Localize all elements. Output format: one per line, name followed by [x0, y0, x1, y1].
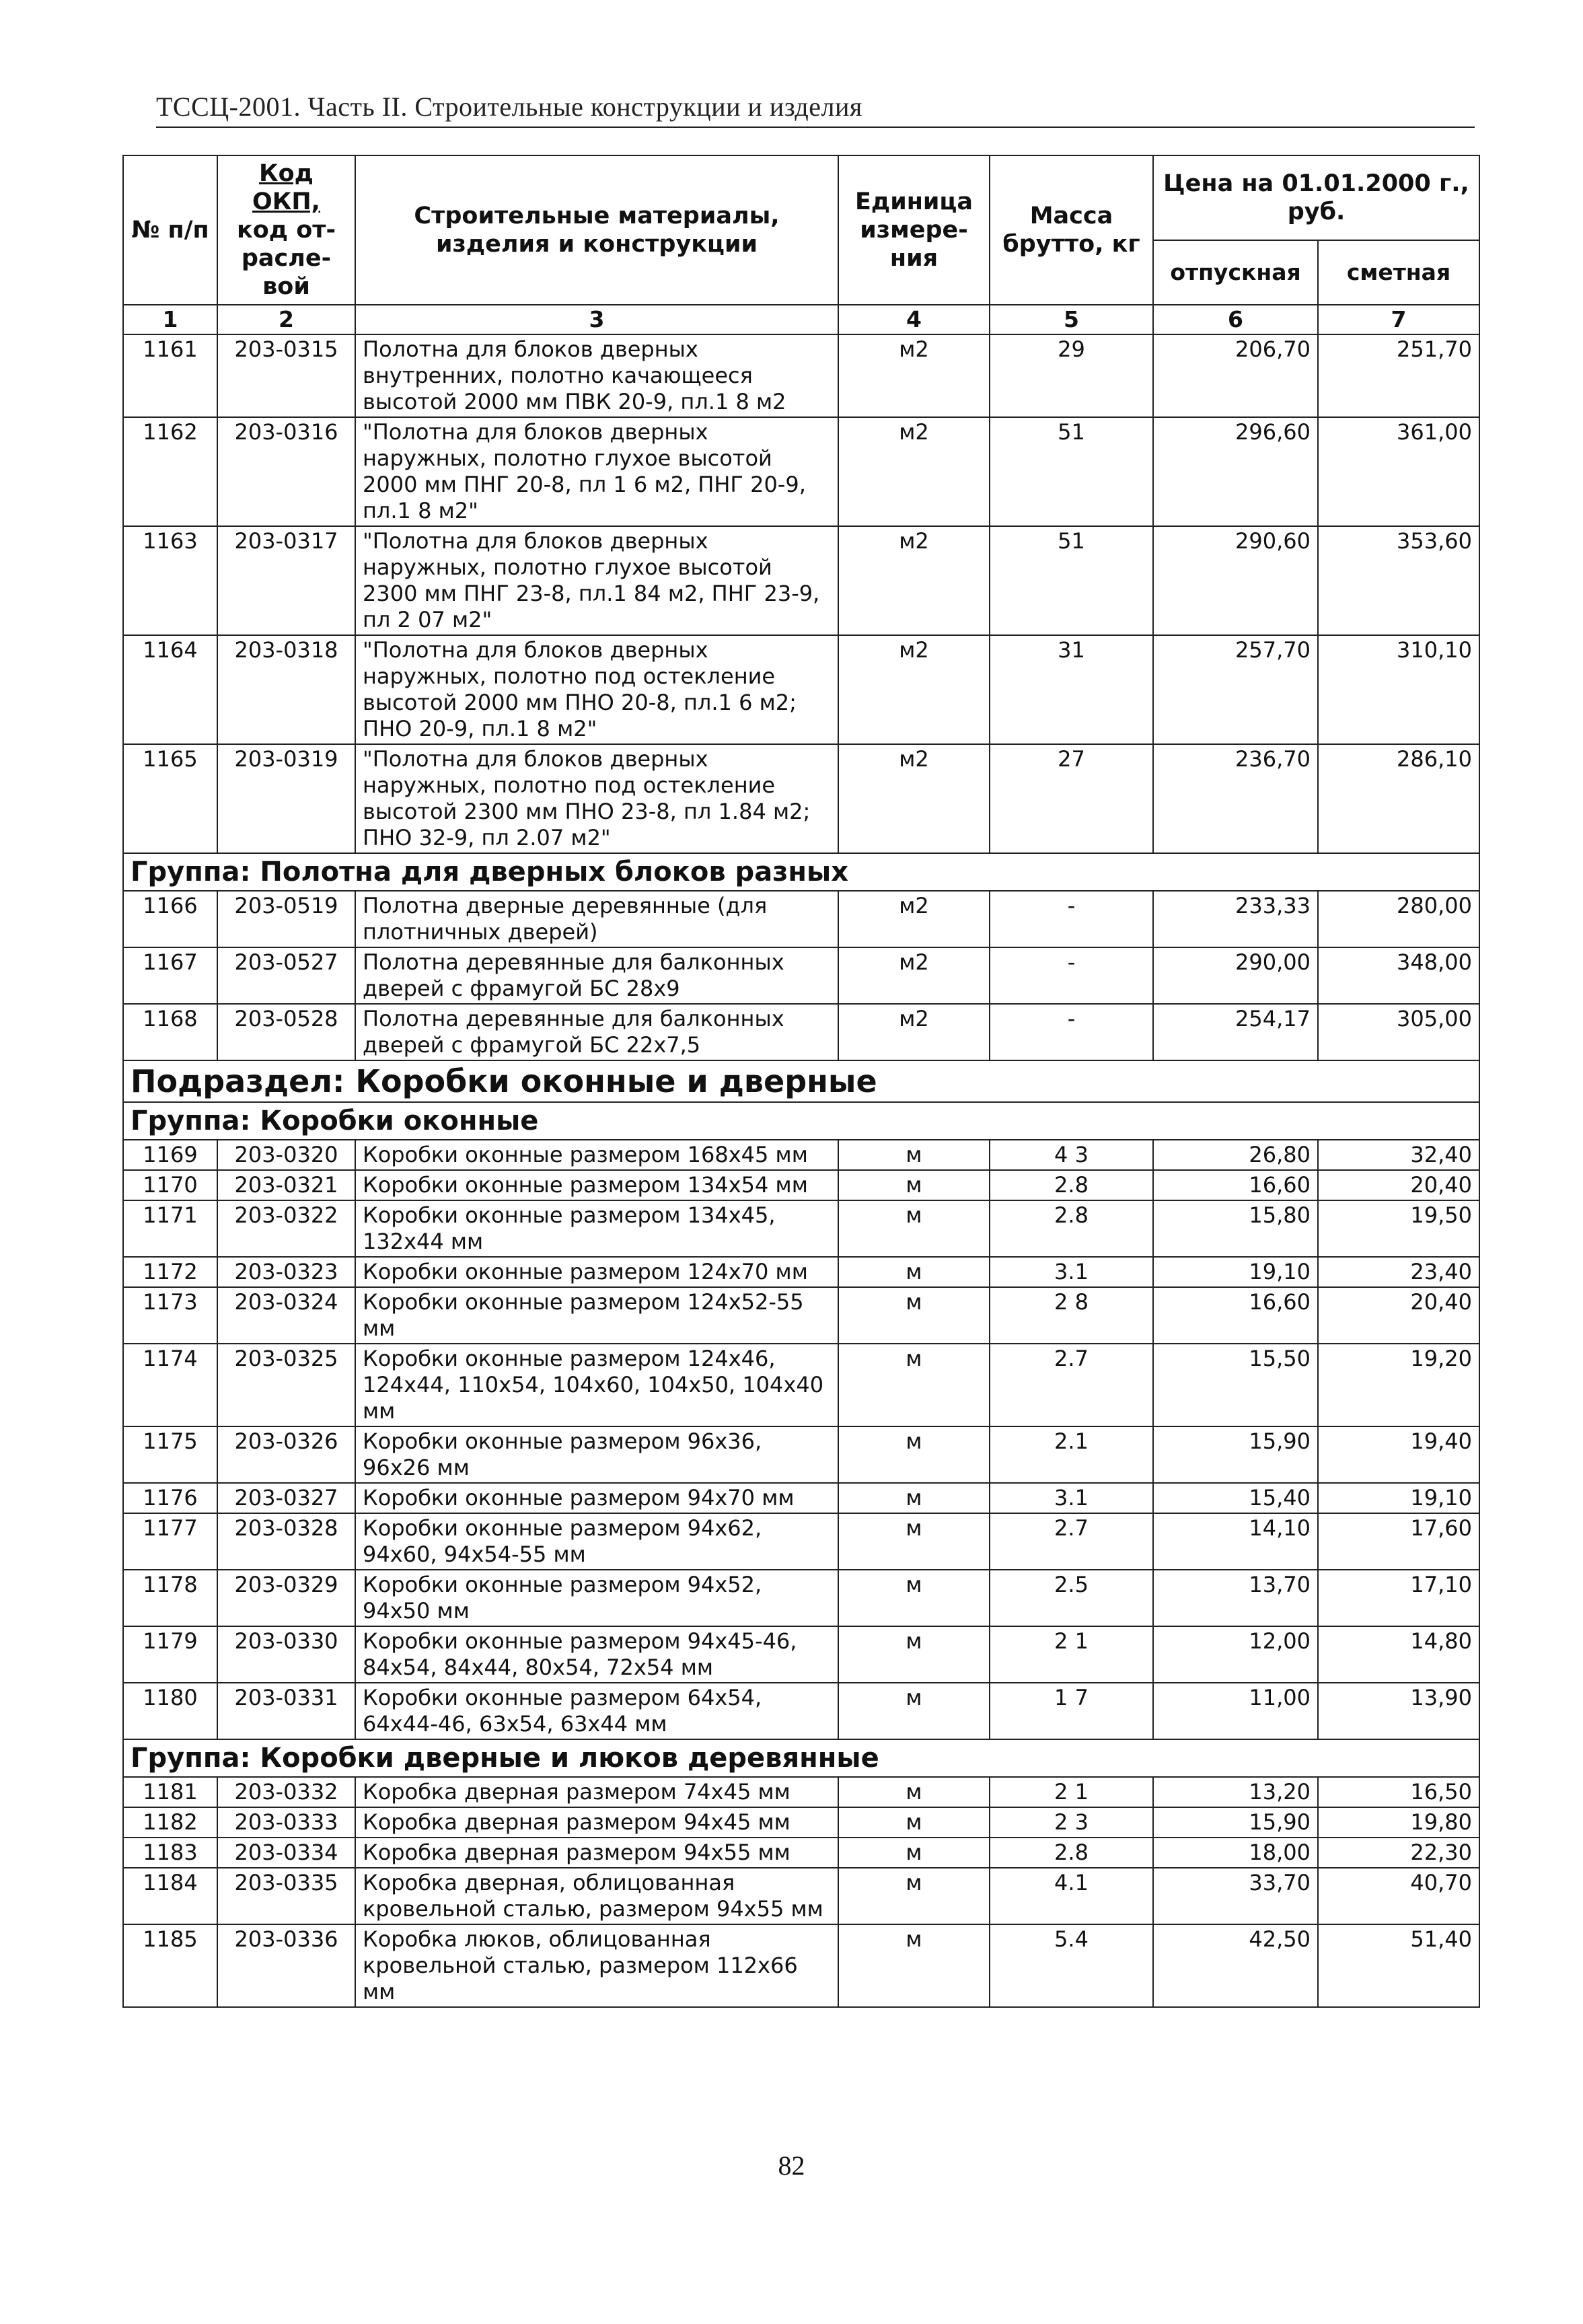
release-price-cell: 15,50 [1153, 1344, 1318, 1426]
estimate-price-cell: 22,30 [1318, 1838, 1479, 1868]
release-price-cell: 16,60 [1153, 1170, 1318, 1200]
estimate-price-cell: 19,20 [1318, 1344, 1479, 1426]
group-row [123, 1739, 1479, 1777]
item-name-cell: Полотна деревянные для балконных дверей с фрамугой БС 22х7,5 [355, 1004, 838, 1060]
index-cell: 3 [355, 305, 838, 334]
okp-code-cell: 203-0331 [217, 1683, 355, 1739]
release-price-cell: 16,60 [1153, 1287, 1318, 1344]
unit-cell: м2 [838, 1004, 990, 1060]
gross-mass-cell: 51 [990, 417, 1153, 526]
running-title: ТССЦ-2001. Часть II. Строительные конструкции и изделия [156, 92, 862, 122]
gross-mass-cell: 5.4 [990, 1924, 1153, 2007]
release-price-cell: 290,00 [1153, 947, 1318, 1004]
item-name-cell: Коробки оконные размером 134х45, 132х44 мм [355, 1200, 838, 1257]
table-row [123, 1483, 1479, 1513]
item-name-cell: Коробки оконные размером 124х46, 124х44, 110х54, 104х60, 104х50, 104х40 мм [355, 1344, 838, 1426]
row-number-cell: 1179 [123, 1626, 217, 1683]
table-row [123, 947, 1479, 1004]
item-name-cell: Коробка дверная размером 74х45 мм [355, 1777, 838, 1807]
table-row [123, 417, 1479, 526]
unit-cell: м [838, 1140, 990, 1170]
item-name-cell: Коробки оконные размером 134х54 мм [355, 1170, 838, 1200]
estimate-price-cell: 23,40 [1318, 1257, 1479, 1287]
row-number-cell: 1161 [123, 334, 217, 417]
row-number-cell: 1175 [123, 1426, 217, 1483]
group-block-1 [123, 853, 1479, 891]
estimate-price-cell: 19,40 [1318, 1426, 1479, 1483]
table-row [123, 1683, 1479, 1739]
table-row [123, 1287, 1479, 1344]
table-row [123, 1344, 1479, 1426]
col-header-code-okp: Код ОКП, [252, 160, 320, 215]
release-price-cell: 13,70 [1153, 1570, 1318, 1626]
item-name-cell: "Полотна для блоков дверных наружных, полотно под остекление высотой 2000 мм ПНО 20-8, пл.1 6 м2; ПНО 20-9, пл.1 8 м2" [355, 635, 838, 744]
item-name-cell: Коробки оконные размером 64х54, 64х44-46, 63х54, 63х44 мм [355, 1683, 838, 1739]
unit-cell: м [838, 1513, 990, 1570]
table-row [123, 1777, 1479, 1807]
row-number-cell: 1180 [123, 1683, 217, 1739]
estimate-price-cell: 361,00 [1318, 417, 1479, 526]
gross-mass-cell: 2.7 [990, 1344, 1153, 1426]
estimate-price-cell: 310,10 [1318, 635, 1479, 744]
unit-cell: м [838, 1170, 990, 1200]
estimate-price-cell: 16,50 [1318, 1777, 1479, 1807]
col-header-price-release: отпускная [1153, 240, 1318, 305]
okp-code-cell: 203-0319 [217, 744, 355, 853]
col-header-no: № п/п [123, 155, 217, 305]
estimate-price-cell: 20,40 [1318, 1170, 1479, 1200]
estimate-price-cell: 19,50 [1318, 1200, 1479, 1257]
row-number-cell: 1169 [123, 1140, 217, 1170]
unit-cell: м2 [838, 744, 990, 853]
row-number-cell: 1163 [123, 526, 217, 635]
unit-cell: м [838, 1924, 990, 2007]
estimate-price-cell: 305,00 [1318, 1004, 1479, 1060]
item-name-cell: Полотна для блоков дверных внутренних, полотно качающееся высотой 2000 мм ПВК 20-9, пл.1 8 м2 [355, 334, 838, 417]
gross-mass-cell: 2.5 [990, 1570, 1153, 1626]
unit-cell: м2 [838, 891, 990, 947]
index-cell: 2 [217, 305, 355, 334]
item-name-cell: Коробка дверная размером 94х55 мм [355, 1838, 838, 1868]
table-row [123, 1170, 1479, 1200]
item-name-cell: "Полотна для блоков дверных наружных, полотно глухое высотой 2000 мм ПНГ 20-8, пл 1 6 м2, ПНГ 20-9, пл.1 8 м2" [355, 417, 838, 526]
rows-block-c [123, 1140, 1479, 1739]
release-price-cell: 18,00 [1153, 1838, 1318, 1868]
release-price-cell: 12,00 [1153, 1626, 1318, 1683]
row-number-cell: 1185 [123, 1924, 217, 2007]
estimate-price-cell: 353,60 [1318, 526, 1479, 635]
col-header-mass: Масса брутто, кг [990, 155, 1153, 305]
okp-code-cell: 203-0336 [217, 1924, 355, 2007]
release-price-cell: 15,90 [1153, 1807, 1318, 1838]
item-name-cell: "Полотна для блоков дверных наружных, полотно глухое высотой 2300 мм ПНГ 23-8, пл.1 84 м2, ПНГ 23-9, пл 2 07 м2" [355, 526, 838, 635]
col-header-code [217, 155, 355, 305]
okp-code-cell: 203-0333 [217, 1807, 355, 1838]
unit-cell: м [838, 1344, 990, 1426]
row-number-cell: 1165 [123, 744, 217, 853]
unit-cell: м2 [838, 947, 990, 1004]
unit-cell: м [838, 1483, 990, 1513]
group-block-3 [123, 1739, 1479, 1777]
table-row [123, 1868, 1479, 1924]
unit-cell: м2 [838, 526, 990, 635]
item-name-cell: Коробки оконные размером 168х45 мм [355, 1140, 838, 1170]
row-number-cell: 1181 [123, 1777, 217, 1807]
row-number-cell: 1176 [123, 1483, 217, 1513]
rows-block-d [123, 1777, 1479, 2007]
item-name-cell: Коробки оконные размером 94х62, 94х60, 94х54-55 мм [355, 1513, 838, 1570]
row-number-cell: 1174 [123, 1344, 217, 1426]
item-name-cell: Коробки оконные размером 124х70 мм [355, 1257, 838, 1287]
table-row [123, 1426, 1479, 1483]
gross-mass-cell: 4 3 [990, 1140, 1153, 1170]
index-cell: 1 [123, 305, 217, 334]
row-number-cell: 1172 [123, 1257, 217, 1287]
release-price-cell: 19,10 [1153, 1257, 1318, 1287]
table-row [123, 1513, 1479, 1570]
unit-cell: м [838, 1570, 990, 1626]
table-row [123, 334, 1479, 417]
estimate-price-cell: 251,70 [1318, 334, 1479, 417]
section-title: Подраздел: Коробки оконные и дверные [123, 1060, 1479, 1102]
release-price-cell: 254,17 [1153, 1004, 1318, 1060]
release-price-cell: 14,10 [1153, 1513, 1318, 1570]
estimate-price-cell: 286,10 [1318, 744, 1479, 853]
okp-code-cell: 203-0322 [217, 1200, 355, 1257]
table-row [123, 1838, 1479, 1868]
gross-mass-cell: 27 [990, 744, 1153, 853]
gross-mass-cell: 2.8 [990, 1200, 1153, 1257]
okp-code-cell: 203-0321 [217, 1170, 355, 1200]
row-number-cell: 1184 [123, 1868, 217, 1924]
index-cell: 6 [1153, 305, 1318, 334]
gross-mass-cell: 2 3 [990, 1807, 1153, 1838]
group-title: Группа: Полотна для дверных блоков разных [123, 853, 1479, 891]
table-row [123, 1570, 1479, 1626]
release-price-cell: 206,70 [1153, 334, 1318, 417]
index-cell: 7 [1318, 305, 1479, 334]
unit-cell: м [838, 1807, 990, 1838]
unit-cell: м [838, 1777, 990, 1807]
row-number-cell: 1178 [123, 1570, 217, 1626]
item-name-cell: Полотна деревянные для балконных дверей с фрамугой БС 28х9 [355, 947, 838, 1004]
unit-cell: м [838, 1868, 990, 1924]
item-name-cell: Коробка дверная, облицованная кровельной сталью, размером 94х55 мм [355, 1868, 838, 1924]
gross-mass-cell: 2.8 [990, 1838, 1153, 1868]
row-number-cell: 1164 [123, 635, 217, 744]
gross-mass-cell: 1 7 [990, 1683, 1153, 1739]
table-row [123, 744, 1479, 853]
okp-code-cell: 203-0332 [217, 1777, 355, 1807]
estimate-price-cell: 17,60 [1318, 1513, 1479, 1570]
estimate-price-cell: 14,80 [1318, 1626, 1479, 1683]
group-row [123, 853, 1479, 891]
table-row [123, 526, 1479, 635]
table-row [123, 1257, 1479, 1287]
rows-block-b [123, 891, 1479, 1060]
okp-code-cell: 203-0324 [217, 1287, 355, 1344]
index-cell: 4 [838, 305, 990, 334]
row-number-cell: 1166 [123, 891, 217, 947]
estimate-price-cell: 13,90 [1318, 1683, 1479, 1739]
estimate-price-cell: 17,10 [1318, 1570, 1479, 1626]
okp-code-cell: 203-0320 [217, 1140, 355, 1170]
table-row [123, 1924, 1479, 2007]
okp-code-cell: 203-0528 [217, 1004, 355, 1060]
okp-code-cell: 203-0326 [217, 1426, 355, 1483]
estimate-price-cell: 280,00 [1318, 891, 1479, 947]
col-header-name: Строительные материалы, изделия и конструкции [355, 155, 838, 305]
item-name-cell: Коробки оконные размером 94х70 мм [355, 1483, 838, 1513]
table-row [123, 1200, 1479, 1257]
row-number-cell: 1168 [123, 1004, 217, 1060]
release-price-cell: 15,80 [1153, 1200, 1318, 1257]
item-name-cell: Коробки оконные размером 94х45-46, 84х54, 84х44, 80х54, 72х54 мм [355, 1626, 838, 1683]
gross-mass-cell: 2.7 [990, 1513, 1153, 1570]
estimate-price-cell: 19,80 [1318, 1807, 1479, 1838]
price-table [122, 155, 1480, 2008]
release-price-cell: 15,40 [1153, 1483, 1318, 1513]
col-header-price: Цена на 01.01.2000 г., руб. [1153, 155, 1479, 240]
release-price-cell: 13,20 [1153, 1777, 1318, 1807]
rows-block-a [123, 334, 1479, 853]
row-number-cell: 1167 [123, 947, 217, 1004]
okp-code-cell: 203-0318 [217, 635, 355, 744]
estimate-price-cell: 348,00 [1318, 947, 1479, 1004]
group-title: Группа: Коробки оконные [123, 1102, 1479, 1140]
estimate-price-cell: 20,40 [1318, 1287, 1479, 1344]
unit-cell: м2 [838, 635, 990, 744]
item-name-cell: Коробки оконные размером 96х36, 96х26 мм [355, 1426, 838, 1483]
okp-code-cell: 203-0323 [217, 1257, 355, 1287]
gross-mass-cell: 4.1 [990, 1868, 1153, 1924]
gross-mass-cell: 3.1 [990, 1483, 1153, 1513]
gross-mass-cell: - [990, 891, 1153, 947]
release-price-cell: 296,60 [1153, 417, 1318, 526]
row-number-cell: 1170 [123, 1170, 217, 1200]
gross-mass-cell: - [990, 1004, 1153, 1060]
okp-code-cell: 203-0330 [217, 1626, 355, 1683]
release-price-cell: 257,70 [1153, 635, 1318, 744]
table-row [123, 1626, 1479, 1683]
release-price-cell: 233,33 [1153, 891, 1318, 947]
table-row [123, 1140, 1479, 1170]
table-row [123, 635, 1479, 744]
row-number-cell: 1183 [123, 1838, 217, 1868]
unit-cell: м2 [838, 334, 990, 417]
header-rule [156, 126, 1475, 128]
item-name-cell: Коробки оконные размером 94х52, 94х50 мм [355, 1570, 838, 1626]
unit-cell: м [838, 1426, 990, 1483]
row-number-cell: 1177 [123, 1513, 217, 1570]
index-cell: 5 [990, 305, 1153, 334]
item-name-cell: Полотна дверные деревянные (для плотничных дверей) [355, 891, 838, 947]
gross-mass-cell: - [990, 947, 1153, 1004]
unit-cell: м [838, 1287, 990, 1344]
item-name-cell: Коробка люков, облицованная кровельной сталью, размером 112х66 мм [355, 1924, 838, 2007]
release-price-cell: 236,70 [1153, 744, 1318, 853]
row-number-cell: 1182 [123, 1807, 217, 1838]
unit-cell: м [838, 1683, 990, 1739]
col-header-code-branch: код от-расле-вой [236, 217, 336, 300]
item-name-cell: Коробка дверная размером 94х45 мм [355, 1807, 838, 1838]
table-row [123, 891, 1479, 947]
header-row-1 [123, 155, 1479, 240]
okp-code-cell: 203-0335 [217, 1868, 355, 1924]
gross-mass-cell: 51 [990, 526, 1153, 635]
estimate-price-cell: 40,70 [1318, 1868, 1479, 1924]
gross-mass-cell: 2 8 [990, 1287, 1153, 1344]
release-price-cell: 33,70 [1153, 1868, 1318, 1924]
okp-code-cell: 203-0328 [217, 1513, 355, 1570]
unit-cell: м [838, 1838, 990, 1868]
unit-cell: м [838, 1200, 990, 1257]
group-row [123, 1102, 1479, 1140]
okp-code-cell: 203-0325 [217, 1344, 355, 1426]
table-row [123, 1004, 1479, 1060]
item-name-cell: "Полотна для блоков дверных наружных, полотно под остекление высотой 2300 мм ПНО 23-8, пл 1.84 м2; ПНО 32-9, пл 2.07 м2" [355, 744, 838, 853]
release-price-cell: 290,60 [1153, 526, 1318, 635]
okp-code-cell: 203-0327 [217, 1483, 355, 1513]
estimate-price-cell: 32,40 [1318, 1140, 1479, 1170]
release-price-cell: 11,00 [1153, 1683, 1318, 1739]
gross-mass-cell: 3.1 [990, 1257, 1153, 1287]
col-header-unit: Единица измере-ния [838, 155, 990, 305]
okp-code-cell: 203-0317 [217, 526, 355, 635]
col-header-price-estimate: сметная [1318, 240, 1479, 305]
gross-mass-cell: 2 1 [990, 1626, 1153, 1683]
column-index-row [123, 305, 1479, 334]
group-title: Группа: Коробки дверные и люков деревянные [123, 1739, 1479, 1777]
gross-mass-cell: 2 1 [990, 1777, 1153, 1807]
unit-cell: м [838, 1257, 990, 1287]
okp-code-cell: 203-0334 [217, 1838, 355, 1868]
unit-cell: м2 [838, 417, 990, 526]
row-number-cell: 1171 [123, 1200, 217, 1257]
gross-mass-cell: 31 [990, 635, 1153, 744]
section-row [123, 1060, 1479, 1102]
estimate-price-cell: 19,10 [1318, 1483, 1479, 1513]
estimate-price-cell: 51,40 [1318, 1924, 1479, 2007]
okp-code-cell: 203-0527 [217, 947, 355, 1004]
gross-mass-cell: 2.8 [990, 1170, 1153, 1200]
gross-mass-cell: 29 [990, 334, 1153, 417]
unit-cell: м [838, 1626, 990, 1683]
item-name-cell: Коробки оконные размером 124х52-55 мм [355, 1287, 838, 1344]
row-number-cell: 1162 [123, 417, 217, 526]
okp-code-cell: 203-0329 [217, 1570, 355, 1626]
table-row [123, 1807, 1479, 1838]
okp-code-cell: 203-0316 [217, 417, 355, 526]
section-block-1 [123, 1060, 1479, 1140]
page-number: 82 [778, 2150, 805, 2181]
gross-mass-cell: 2.1 [990, 1426, 1153, 1483]
okp-code-cell: 203-0315 [217, 334, 355, 417]
release-price-cell: 26,80 [1153, 1140, 1318, 1170]
row-number-cell: 1173 [123, 1287, 217, 1344]
okp-code-cell: 203-0519 [217, 891, 355, 947]
release-price-cell: 42,50 [1153, 1924, 1318, 2007]
release-price-cell: 15,90 [1153, 1426, 1318, 1483]
